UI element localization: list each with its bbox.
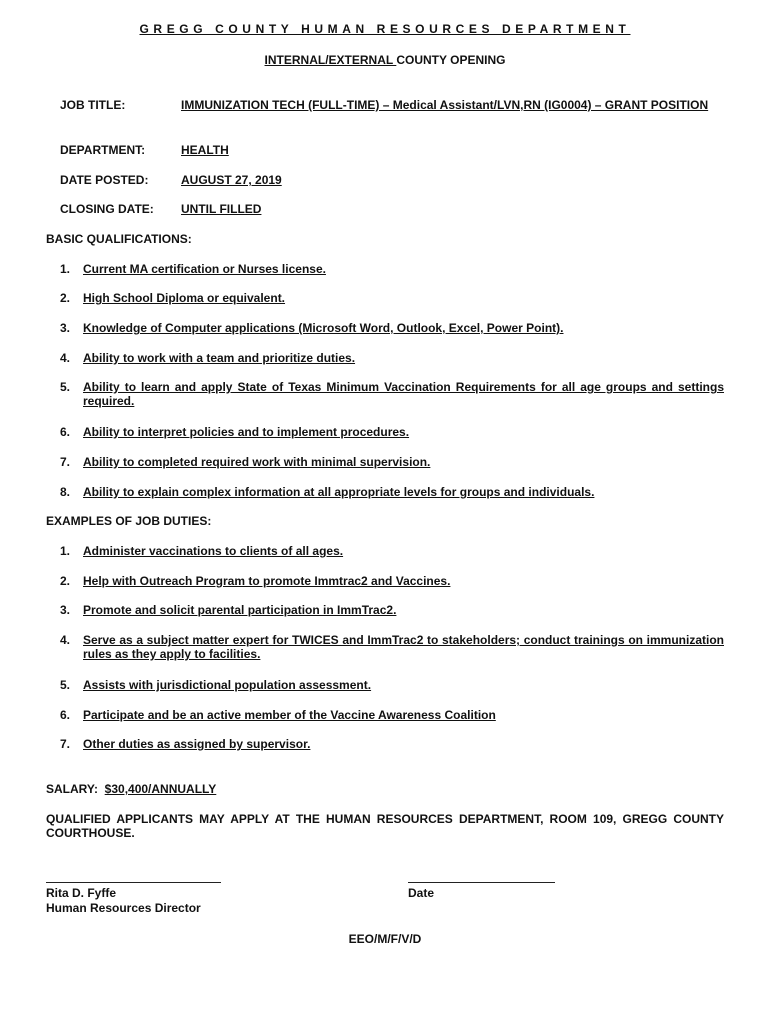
item-text: Ability to completed required work with minimal supervision. [83,455,431,469]
item-number: 4. [60,633,71,647]
salary-label: SALARY: [46,782,98,796]
closing-date-label: CLOSING DATE: [60,202,154,216]
document-title: GREGG COUNTY HUMAN RESOURCES DEPARTMENT [139,22,631,36]
item-text: Help with Outreach Program to promote Immtrac2 and Vaccines. [83,574,451,588]
item-text: Ability to explain complex information at all appropriate levels for groups and individuals. [83,485,595,499]
item-number: 3. [60,603,71,617]
item-number: 8. [60,485,71,499]
salary-line [46,782,216,796]
item-text: Participate and be an active member of the Vaccine Awareness Coalition [83,708,496,722]
item-text: Promote and solicit parental participation in ImmTrac2. [83,603,397,617]
item-text: Administer vaccinations to clients of all ages. [83,544,344,558]
job-title-value: IMMUNIZATION TECH (FULL-TIME) – Medical Assistant/LVN,RN (IG0004) – GRANT POSITION [181,98,709,112]
closing-date-value: UNTIL FILLED [181,202,262,216]
item-text: Ability to interpret policies and to implement procedures. [83,425,410,439]
qualifications-heading: BASIC QUALIFICATIONS: [46,232,192,246]
eeo-footer: EEO/M/F/V/D [348,932,422,946]
subtitle-rest: COUNTY OPENING [396,53,506,67]
department-value: HEALTH [181,143,229,157]
item-number: 6. [60,425,71,439]
date-line [408,882,555,883]
item-number: 7. [60,737,71,751]
apply-instructions: QUALIFIED APPLICANTS MAY APPLY AT THE HUMAN RESOURCES DEPARTMENT, ROOM 109, GREGG COUNTY COURTHOUSE. [46,812,724,840]
signature-line [46,882,221,883]
item-text: Assists with jurisdictional population assessment. [83,678,372,692]
job-title-row [60,98,724,128]
salary-value: $30,400/ANNUALLY [104,782,217,796]
item-number: 2. [60,291,71,305]
item-text: Knowledge of Computer applications (Microsoft Word, Outlook, Excel, Power Point). [83,321,564,335]
item-text: Ability to work with a team and prioritize duties. [83,351,356,365]
department-label: DEPARTMENT: [60,143,146,157]
item-number: 5. [60,380,71,394]
item-number: 4. [60,351,71,365]
item-number: 5. [60,678,71,692]
job-title-label: JOB TITLE: [60,98,126,112]
item-text: Serve as a subject matter expert for TWICES and ImmTrac2 to stakeholders; conduct trainings on immunization rules as they apply to facilities. [83,633,724,661]
item-number: 2. [60,574,71,588]
item-number: 7. [60,455,71,469]
item-number: 6. [60,708,71,722]
date-label: Date [408,886,435,900]
document-subtitle [46,53,724,67]
date-posted-label: DATE POSTED: [60,173,149,187]
item-number: 1. [60,544,71,558]
item-text: Ability to learn and apply State of Texas Minimum Vaccination Requirements for all age groups and settings required. [83,380,724,408]
item-number: 3. [60,321,71,335]
item-number: 1. [60,262,71,276]
duties-heading: EXAMPLES OF JOB DUTIES: [46,514,212,528]
item-text: Current MA certification or Nurses license. [83,262,326,276]
signer-title: Human Resources Director [46,901,201,915]
subtitle-underlined: INTERNAL/EXTERNAL [264,53,397,67]
date-posted-value: AUGUST 27, 2019 [181,173,282,187]
item-text: Other duties as assigned by supervisor. [83,737,311,751]
item-text: High School Diploma or equivalent. [83,291,286,305]
signer-name: Rita D. Fyffe [46,886,117,900]
